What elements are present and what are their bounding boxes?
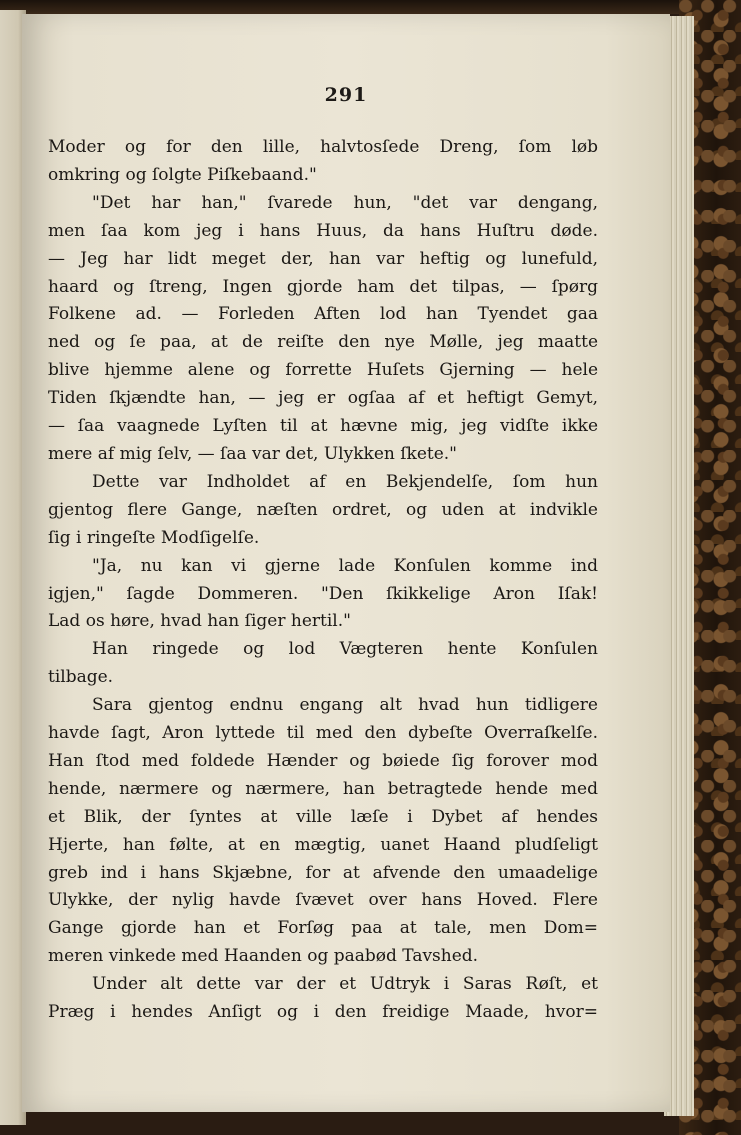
text-line: mere af mig ſelv, — ſaa var det, Ulykken ſkete.": [48, 443, 458, 464]
text-line: gjentog flere Gange, næſten ordret, og uden at indvikle: [48, 499, 598, 520]
text-line: Gange gjorde han et Forſøg paa at tale, men Dom=: [48, 918, 598, 939]
text-line: greb ind i hans Skjæbne, for at afvende den umaadelige: [48, 862, 598, 883]
book-page: [22, 14, 670, 1112]
text-line: — ſaa vaagnede Lyſten til at hævne mig, jeg vidſte ikke: [48, 416, 598, 437]
text-line: et Blik, der ſyntes at ville læſe i Dybet af hendes: [48, 806, 598, 827]
text-line: Hjerte, han følte, at en mægtig, uanet Haand pludſeligt: [48, 834, 598, 855]
text-line: men ſaa kom jeg i hans Huus, da hans Huſtru døde.: [48, 220, 598, 241]
book-top-edge: [0, 0, 741, 14]
text-line: ſig i ringeſte Modſigelſe.: [48, 527, 260, 548]
text-line: Lad os høre, hvad han ſiger hertil.": [48, 611, 351, 632]
text-line: omkring og ſolgte Piſkebaand.": [48, 164, 317, 185]
text-line: meren vinkede med Haanden og paabød Tavshed.: [48, 946, 479, 967]
page-body: [48, 134, 598, 1027]
text-line: Under alt dette var der et Udtryk i Saras Røſt, et: [92, 974, 598, 995]
text-line: haard og ſtreng, Ingen gjorde ham det tilpas, — ſpørg: [48, 276, 598, 297]
text-line: Moder og for den lille, halvtosſede Dreng, ſom løb: [48, 137, 598, 157]
text-line: "Det har han," ſvarede hun, "det var dengang,: [92, 192, 598, 213]
text-line: Han ringede og lod Vægteren hente Konſulen: [92, 639, 598, 660]
text-line: Tiden ſkjændte han, — jeg er ogſaa af et heftigt Gemyt,: [48, 388, 598, 409]
text-line: Dette var Indholdet af en Bekjendelſe, ſom hun: [92, 471, 598, 492]
text-line: havde ſagt, Aron lyttede til med den dybeſte Overraſkelſe.: [48, 723, 598, 744]
text-line: Sara gjentog endnu engang alt hvad hun tidligere: [92, 695, 598, 716]
text-line: Præg i hendes Anſigt og i den freidige Maade, hvor=: [48, 1002, 598, 1023]
text-line: hende, nærmere og nærmere, han betragtede hende med: [48, 778, 598, 799]
text-line: — Jeg har lidt meget der, han var heftig og lunefuld,: [48, 248, 598, 269]
text-line: Han ſtod med foldede Hænder og bøiede ſig forover mod: [48, 750, 598, 771]
text-line: Folkene ad. — Forleden Aften lod han Tyendet gaa: [48, 304, 598, 325]
page-number: 291: [324, 84, 368, 106]
text-line: "Ja, nu kan vi gjerne lade Konſulen komme ind: [92, 555, 598, 576]
text-line: blive hjemme alene og forrette Huſets Gjerning — hele: [48, 360, 598, 381]
text-line: tilbage.: [48, 667, 114, 688]
text-line: igjen," ſagde Dommeren. "Den ſkikkelige Aron Iſak!: [48, 583, 598, 604]
text-line: ned og ſe paa, at de reiſte den nye Mølle, jeg maatte: [48, 332, 598, 353]
text-line: Ulykke, der nylig havde ſvævet over hans Hoved. Flere: [48, 890, 598, 911]
